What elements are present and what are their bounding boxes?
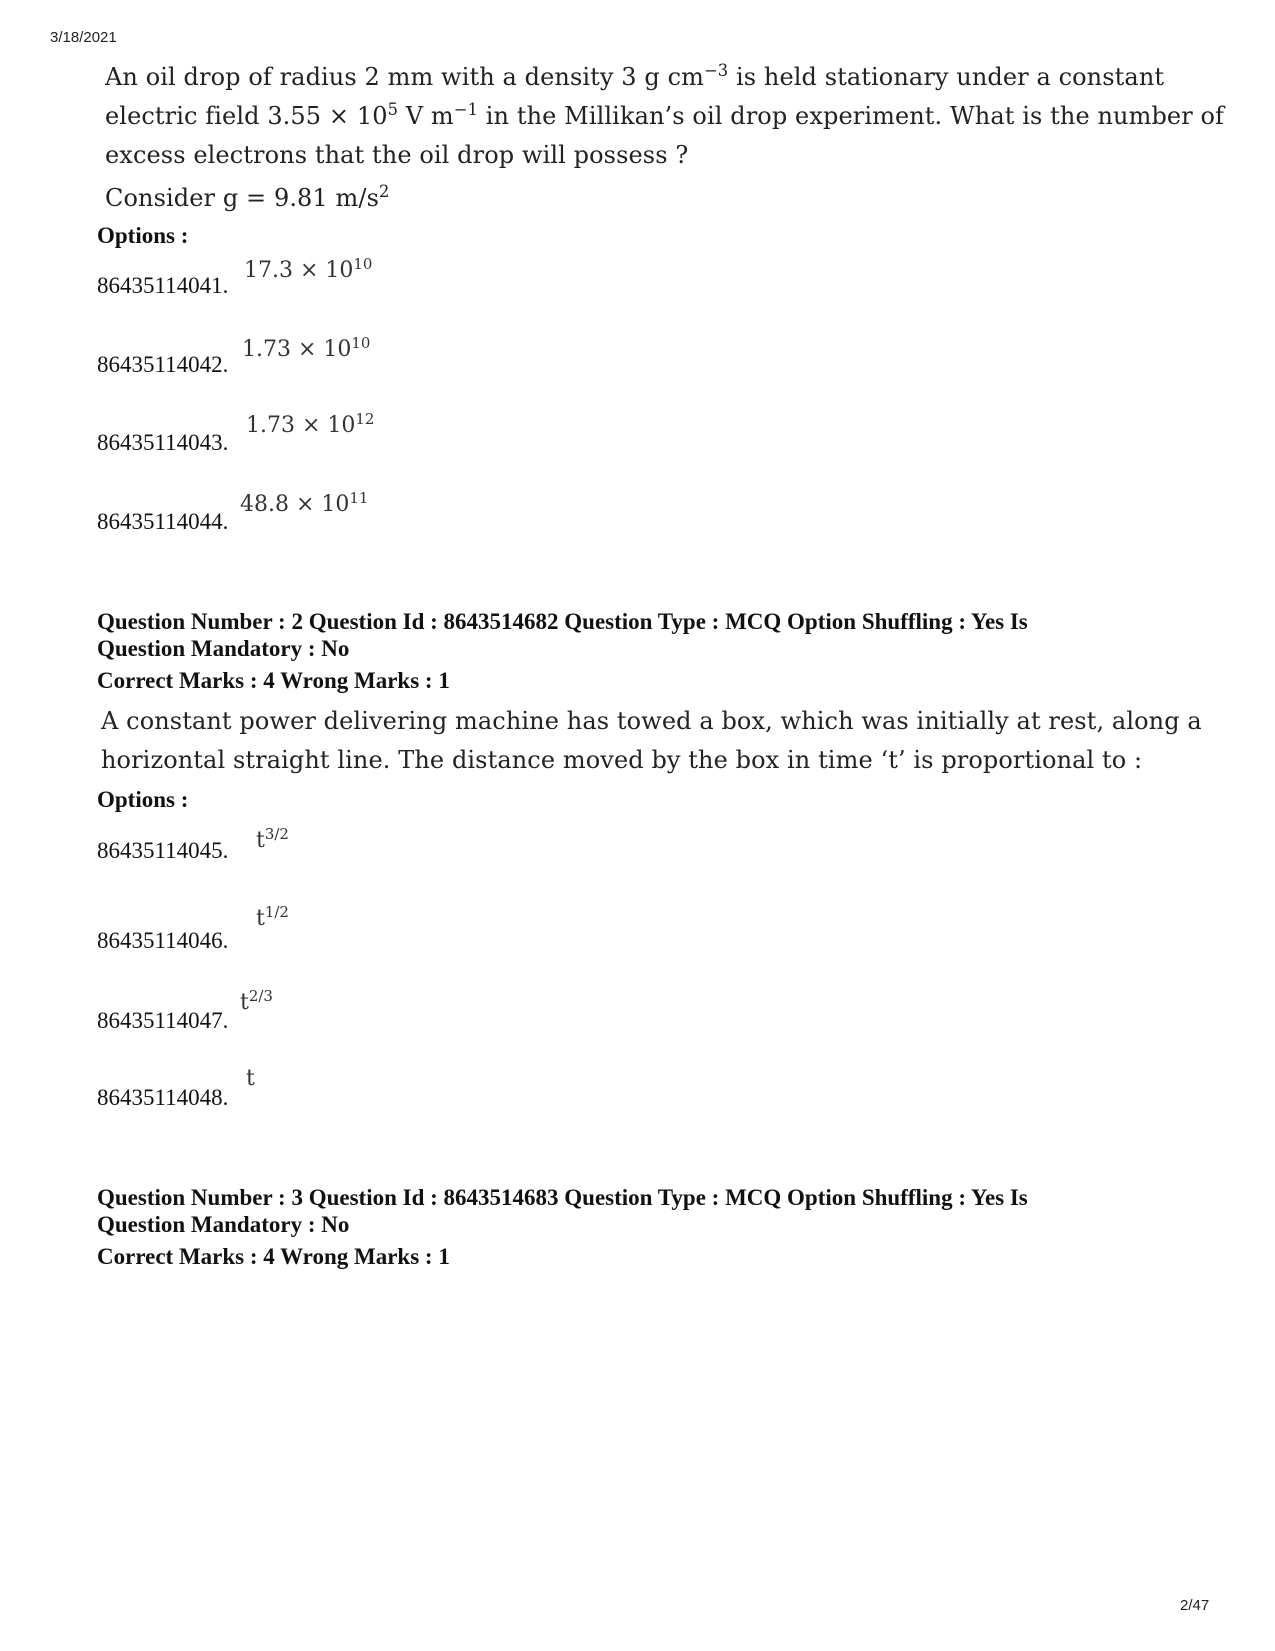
q1-consider-line: Consider g = 9.81 $m/s^2$ xyxy=(105,182,390,212)
q3-header-line-2: Question Mandatory : No xyxy=(97,1212,350,1237)
q1-option-4-id: 86435114044. xyxy=(97,509,229,534)
q2-options-label: Options : xyxy=(97,787,189,812)
q1-text-line-3: excess electrons that the oil drop will possess ? xyxy=(105,141,689,169)
q2-option-2-value: $t^{1/2}$ xyxy=(256,902,289,931)
page-number: 2/47 xyxy=(1180,1597,1210,1614)
q2-option-3-value: $t^{2/3}$ xyxy=(240,986,273,1015)
q1-text-line-2: electric field $3.55 \times 10^5$ V $m^{-1}$ in the Millikan’s oil drop experiment. What is the number of xyxy=(105,100,1225,130)
q2-option-1-id: 86435114045. xyxy=(97,838,229,863)
q3-header-line-1: Question Number : 3 Question Id : 8643514683 Question Type : MCQ Option Shuffling : Yes Is xyxy=(97,1185,1028,1210)
q2-question-text xyxy=(101,702,1202,780)
q2-option-4-value: t xyxy=(246,1066,255,1091)
q1-option-3-id: 86435114043. xyxy=(97,430,229,455)
q2-option-1-value: $t^{3/2}$ xyxy=(256,824,289,853)
q1-text-line-1: An oil drop of radius 2 mm with a density 3 g $cm^{-3}$ is held stationary under a constant xyxy=(105,61,1165,91)
q1-option-1-value: $17.3 \times 10^{10}$ xyxy=(244,254,373,283)
q2-text-line-1: A constant power delivering machine has towed a box, which was initially at rest, along a xyxy=(101,707,1202,735)
q2-header-line-2: Question Mandatory : No xyxy=(97,636,350,661)
q2-option-3-id: 86435114047. xyxy=(97,1008,229,1033)
q3-header xyxy=(97,1184,1177,1271)
q3-marks: Correct Marks : 4 Wrong Marks : 1 xyxy=(97,1244,450,1269)
q2-marks: Correct Marks : 4 Wrong Marks : 1 xyxy=(97,668,450,693)
q1-option-3-value: $1.73 \times 10^{12}$ xyxy=(246,409,375,438)
q2-header-line-1: Question Number : 2 Question Id : 8643514682 Question Type : MCQ Option Shuffling : Yes Is xyxy=(97,609,1028,634)
print-date: 3/18/2021 xyxy=(50,29,117,46)
q1-option-2-value: $1.73 \times 10^{10}$ xyxy=(242,333,371,362)
q2-option-4-id: 86435114048. xyxy=(97,1085,229,1110)
q1-question-text xyxy=(105,58,1224,218)
q1-options-label: Options : xyxy=(97,223,189,248)
q1-option-2-id: 86435114042. xyxy=(97,352,229,377)
q2-header xyxy=(97,608,1177,695)
q2-option-2-id: 86435114046. xyxy=(97,928,229,953)
q1-option-4-value: $48.8 \times 10^{11}$ xyxy=(240,488,369,517)
q1-option-1-id: 86435114041. xyxy=(97,273,229,298)
q2-text-line-2: horizontal straight line. The distance moved by the box in time ‘t’ is proportional to : xyxy=(101,746,1143,774)
